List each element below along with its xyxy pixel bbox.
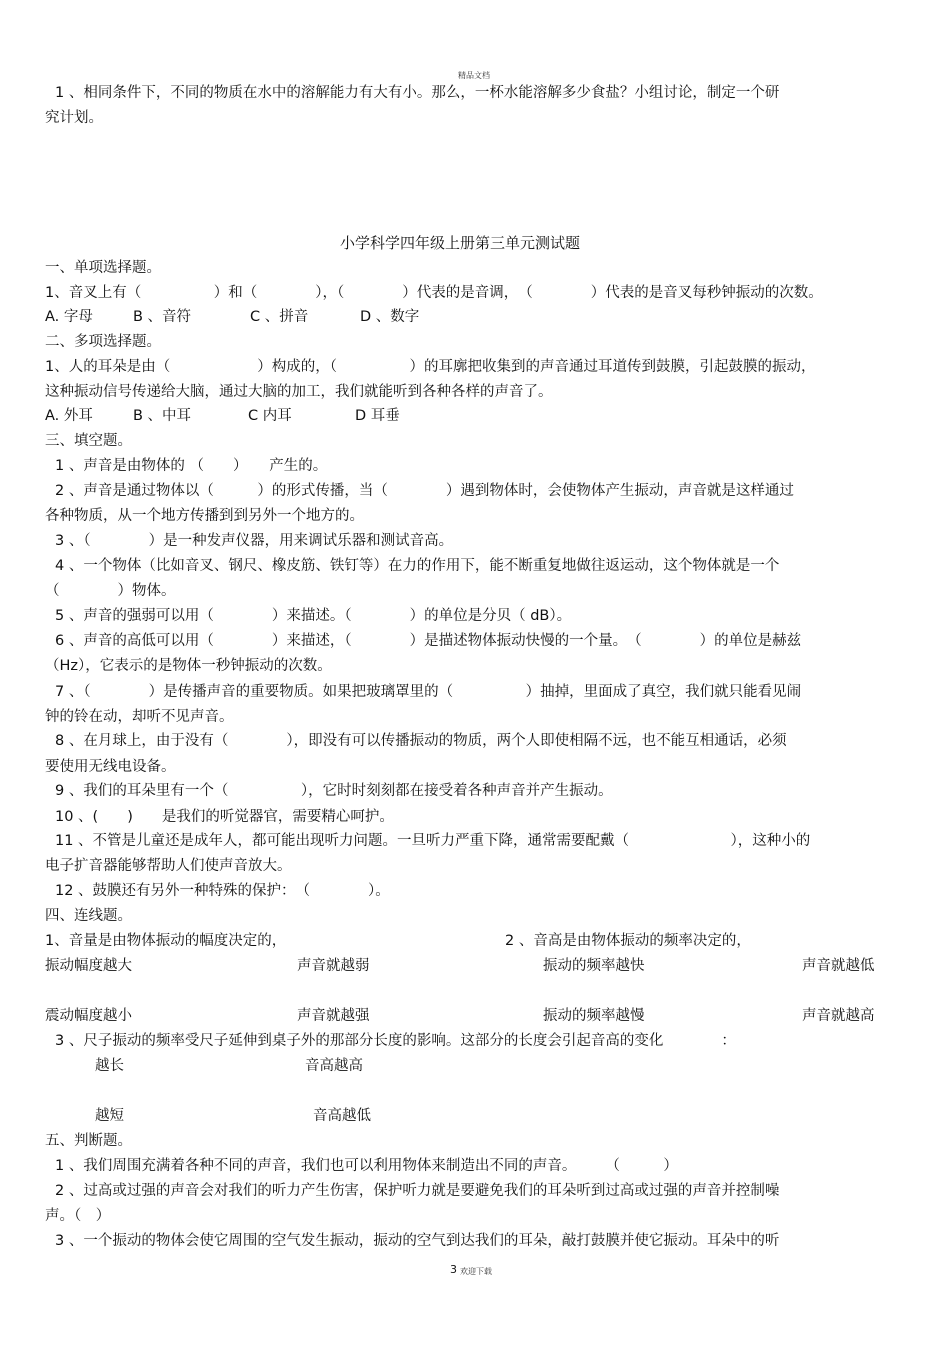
s3-question-7-line-2: 钟的铃在动，却听不见声音。 bbox=[45, 709, 234, 725]
s4-q1-left-item: 振动幅度越大 bbox=[45, 958, 132, 974]
s4-question-2-stem: 2 、音高是由物体振动的频率决定的， bbox=[505, 933, 751, 949]
s3-question-3: 3 、（ ）是一种发声仪器，用来调试乐器和测试音高。 bbox=[55, 533, 454, 549]
s3-question-6-line-2: （Hz），它表示的是物体一秒钟振动的次数。 bbox=[45, 658, 332, 674]
s4-q3-right-item: 音高越高 bbox=[305, 1058, 363, 1074]
section-1-heading: 一、单项选择题。 bbox=[45, 260, 161, 276]
s3-question-2-line-1: 2 、声音是通过物体以（ ）的形式传播，当（ ）遇到物体时，会使物体产生振动，声音就是这样通过 bbox=[55, 483, 794, 499]
s5-question-1: 1 、我们周围充满着各种不同的声音，我们也可以利用物体来制造出不同的声音。 （ ） bbox=[55, 1158, 678, 1174]
s5-question-2-line-1: 2 、过高或过强的声音会对我们的听力产生伤害，保护听力就是要避免我们的耳朵听到过高或过强的声音并控制噪 bbox=[55, 1183, 780, 1199]
s2-question-1-line-1: 1、人的耳朵是由（ ）构成的，（ ）的耳廓把收集到的声音通过耳道传到鼓膜，引起鼓膜的振动， bbox=[45, 359, 816, 375]
intro-line-1: 1 、相同条件下，不同的物质在水中的溶解能力有大有小。那么，一杯水能溶解多少食盐？小组讨论，制定一个研 bbox=[55, 85, 780, 101]
s3-question-4-line-2: （ ）物体。 bbox=[45, 583, 176, 599]
s2-question-1-line-2: 这种振动信号传递给大脑，通过大脑的加工，我们就能听到各种各样的声音了。 bbox=[45, 384, 553, 400]
s2-option-b: B 、中耳 bbox=[133, 408, 192, 424]
section-5-heading: 五、判断题。 bbox=[45, 1133, 132, 1149]
s3-question-11-line-1: 11 、不管是儿童还是成年人，都可能出现听力问题。一旦听力严重下降，通常需要配戴（ ），这种小的 bbox=[55, 833, 811, 849]
s4-question-3-stem: 3 、尺子振动的频率受尺子延伸到桌子外的那部分长度的影响。这部分的长度会引起音高的变化 ： bbox=[55, 1033, 736, 1049]
s4-q3-right-item: 音高越低 bbox=[313, 1108, 371, 1124]
s4-q1-right-item: 声音就越强 bbox=[297, 1008, 370, 1024]
s3-question-5: 5 、声音的强弱可以用（ ）来描述。（ ）的单位是分贝（ dB）。 bbox=[55, 608, 572, 624]
s3-question-7-line-1: 7 、（ ）是传播声音的重要物质。如果把玻璃罩里的（ ）抽掉，里面成了真空，我们就只能看见闹 bbox=[55, 684, 802, 700]
s3-question-11-line-2: 电子扩音器能够帮助人们使声音放大。 bbox=[45, 858, 292, 874]
intro-line-2: 究计划。 bbox=[45, 110, 103, 126]
s1-option-d: D 、数字 bbox=[360, 309, 420, 325]
s4-q2-right-item: 声音就越高 bbox=[802, 1008, 875, 1024]
s4-question-1-stem: 1、音量是由物体振动的幅度决定的， bbox=[45, 933, 287, 949]
test-title: 小学科学四年级上册第三单元测试题 bbox=[340, 234, 581, 252]
watermark-text: 精品文档 bbox=[458, 71, 490, 80]
s4-q1-right-item: 声音就越弱 bbox=[297, 958, 370, 974]
s3-question-8-line-1: 8 、在月球上，由于没有（ ），即没有可以传播振动的物质，两个人即使相隔不远，也不能互相通话，必须 bbox=[55, 733, 787, 749]
s1-option-a: A. 字母 bbox=[45, 309, 93, 325]
s4-q3-left-item: 越短 bbox=[95, 1108, 124, 1124]
s4-q2-left-item: 振动的频率越慢 bbox=[543, 1008, 645, 1024]
s3-question-8-line-2: 要使用无线电设备。 bbox=[45, 759, 176, 775]
s1-option-b: B 、音符 bbox=[133, 309, 192, 325]
s2-option-a: A. 外耳 bbox=[45, 408, 93, 424]
s3-question-6-line-1: 6 、声音的高低可以用（ ）来描述，（ ）是描述物体振动快慢的一个量。 （ ）的单位是赫兹 bbox=[55, 633, 802, 649]
s2-option-d: D 耳垂 bbox=[355, 408, 400, 424]
s3-question-12: 12 、鼓膜还有另外一种特殊的保护： （ ）。 bbox=[55, 883, 390, 899]
s4-q2-left-item: 振动的频率越快 bbox=[543, 958, 645, 974]
s3-question-1: 1 、声音是由物体的 （ ） 产生的。 bbox=[55, 458, 328, 474]
s3-question-4-line-1: 4 、一个物体（比如音叉、钢尺、橡皮筋、铁钉等）在力的作用下，能不断重复地做往返运动，这个物体就是一个 bbox=[55, 558, 780, 574]
s4-q3-left-item: 越长 bbox=[95, 1058, 124, 1074]
s3-question-9: 9 、我们的耳朵里有一个（ ），它时时刻刻都在接受着各种声音并产生振动。 bbox=[55, 783, 613, 799]
page-number: 3 bbox=[450, 1263, 457, 1276]
s5-question-2-line-2: 声。（ ） bbox=[45, 1208, 111, 1224]
s4-q1-left-item: 震动幅度越小 bbox=[45, 1008, 132, 1024]
section-2-heading: 二、多项选择题。 bbox=[45, 334, 161, 350]
footer-note: 欢迎下载 bbox=[460, 1267, 492, 1276]
s5-question-3: 3 、一个振动的物体会使它周围的空气发生振动，振动的空气到达我们的耳朵，敲打鼓膜并使它振动。耳朵中的听 bbox=[55, 1233, 780, 1249]
s3-question-2-line-2: 各种物质，从一个地方传播到到另外一个地方的。 bbox=[45, 508, 364, 524]
section-3-heading: 三、填空题。 bbox=[45, 433, 132, 449]
s1-option-c: C 、拼音 bbox=[250, 309, 309, 325]
s2-option-c: C 内耳 bbox=[248, 408, 292, 424]
s3-question-10: 10 、( ) 是我们的听觉器官，需要精心呵护。 bbox=[55, 809, 394, 825]
s1-question-1: 1、音叉上有（ ）和（ ），（ ）代表的是音调， （ ）代表的是音叉每秒钟振动的次数。 bbox=[45, 285, 823, 301]
s4-q2-right-item: 声音就越低 bbox=[802, 958, 875, 974]
section-4-heading: 四、连线题。 bbox=[45, 908, 132, 924]
